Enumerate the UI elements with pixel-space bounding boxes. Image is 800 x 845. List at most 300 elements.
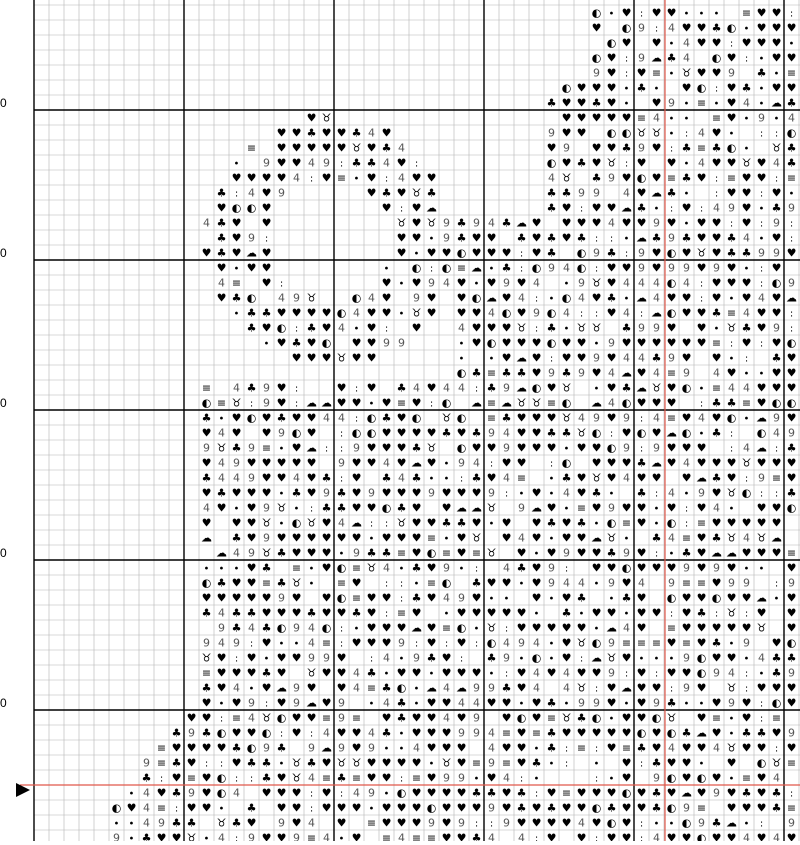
stitch-symbol: ♥ (696, 711, 707, 725)
stitch-symbol: • (383, 788, 390, 800)
stitch-symbol: ♥ (726, 831, 737, 841)
stitch-symbol: : (339, 788, 344, 800)
stitch-symbol: ♥ (606, 381, 617, 395)
stitch-symbol: ♣ (771, 351, 782, 365)
stitch-symbol: ☁ (651, 306, 662, 320)
stitch-symbol: 9 (653, 771, 660, 785)
stitch-symbol: 9 (788, 726, 795, 740)
stitch-symbol: ♥ (636, 216, 647, 230)
stitch-symbol: ♥ (756, 6, 767, 20)
stitch-symbol: • (338, 548, 345, 560)
stitch-symbol: : (699, 398, 704, 410)
stitch-symbol: ♥ (786, 606, 797, 620)
stitch-symbol: ♥ (636, 336, 647, 350)
stitch-symbol: ♥ (456, 756, 467, 770)
stitch-symbol: ♥ (456, 291, 467, 305)
stitch-symbol: : (399, 203, 404, 215)
stitch-symbol: ♥ (711, 696, 722, 710)
stitch-symbol: ♥ (306, 681, 317, 695)
stitch-symbol: ♥ (546, 381, 557, 395)
stitch-symbol: ♥ (426, 306, 437, 320)
stitch-symbol: ◐ (321, 621, 332, 635)
stitch-symbol: ♥ (426, 696, 437, 710)
stitch-symbol: ♣ (621, 591, 632, 605)
stitch-symbol: ♥ (171, 831, 182, 841)
stitch-symbol: 9 (608, 501, 615, 515)
stitch-symbol: ≡ (351, 591, 362, 605)
stitch-symbol: 4 (488, 726, 495, 740)
stitch-symbol: ♥ (591, 156, 602, 170)
stitch-symbol: 4 (683, 51, 690, 65)
stitch-symbol: ◐ (666, 276, 677, 290)
stitch-symbol: 9 (638, 21, 645, 35)
stitch-symbol: ♥ (441, 816, 452, 830)
stitch-symbol: ♥ (441, 666, 452, 680)
stitch-symbol: ♥ (411, 426, 422, 440)
stitch-symbol: ♥ (351, 831, 362, 841)
stitch-symbol: • (368, 698, 375, 710)
stitch-symbol: 9 (323, 156, 330, 170)
stitch-symbol: 9 (398, 336, 405, 350)
stitch-symbol: ♥ (741, 741, 752, 755)
stitch-symbol: ♥ (576, 471, 587, 485)
stitch-symbol: ☁ (321, 396, 332, 410)
stitch-symbol: • (488, 668, 495, 680)
stitch-symbol: ♥ (606, 471, 617, 485)
stitch-symbol: : (624, 68, 629, 80)
stitch-symbol: • (653, 203, 660, 215)
stitch-symbol: ♥ (366, 336, 377, 350)
stitch-symbol: 4 (503, 561, 510, 575)
stitch-symbol: : (729, 218, 734, 230)
stitch-symbol: ♥ (726, 621, 737, 635)
stitch-symbol: • (668, 128, 675, 140)
stitch-symbol: ♥ (231, 486, 242, 500)
stitch-symbol: 9 (263, 741, 270, 755)
stitch-symbol: ♥ (741, 696, 752, 710)
stitch-symbol: 9 (443, 231, 450, 245)
stitch-symbol: ♥ (231, 666, 242, 680)
stitch-symbol: ♣ (606, 546, 617, 560)
stitch-symbol: : (564, 743, 569, 755)
stitch-symbol: • (548, 593, 555, 605)
stitch-symbol: ♣ (231, 621, 242, 635)
stitch-symbol: ♥ (726, 81, 737, 95)
stitch-symbol: ♥ (486, 696, 497, 710)
stitch-symbol: 4 (503, 771, 510, 785)
stitch-symbol: ♥ (396, 441, 407, 455)
stitch-symbol: ♥ (366, 306, 377, 320)
stitch-symbol: ♥ (606, 681, 617, 695)
stitch-symbol: ♣ (276, 546, 287, 560)
stitch-symbol: ◐ (726, 141, 737, 155)
stitch-symbol: ♣ (501, 681, 512, 695)
stitch-symbol: ♥ (741, 216, 752, 230)
stitch-symbol: 4 (338, 516, 345, 530)
stitch-symbol: 9 (293, 291, 300, 305)
stitch-symbol: ◐ (411, 261, 422, 275)
stitch-symbol: ♥ (666, 666, 677, 680)
stitch-symbol: ♉ (576, 681, 587, 695)
stitch-symbol: • (758, 563, 765, 575)
stitch-symbol: ♥ (576, 531, 587, 545)
stitch-symbol: ♣ (546, 201, 557, 215)
stitch-symbol: ♉ (726, 531, 737, 545)
stitch-symbol: ♥ (411, 726, 422, 740)
stitch-symbol: ♥ (156, 786, 167, 800)
stitch-symbol: ♥ (681, 291, 692, 305)
stitch-symbol: ♣ (231, 816, 242, 830)
stitch-symbol: ♣ (501, 366, 512, 380)
stitch-symbol: ♥ (261, 216, 272, 230)
stitch-symbol: • (248, 683, 255, 695)
stitch-symbol: ♥ (576, 441, 587, 455)
stitch-symbol: ♥ (321, 801, 332, 815)
stitch-symbol: ♥ (726, 186, 737, 200)
stitch-symbol: ☁ (651, 456, 662, 470)
stitch-symbol: ♥ (711, 246, 722, 260)
stitch-symbol: • (518, 488, 525, 500)
stitch-symbol: : (729, 443, 734, 455)
stitch-symbol: ♥ (711, 516, 722, 530)
stitch-symbol: ♥ (546, 666, 557, 680)
stitch-symbol: 4 (218, 831, 225, 841)
stitch-symbol: ♥ (216, 741, 227, 755)
stitch-symbol: ♣ (171, 756, 182, 770)
stitch-symbol: • (218, 563, 225, 575)
stitch-symbol: ♥ (561, 516, 572, 530)
stitch-symbol: ♥ (456, 786, 467, 800)
stitch-symbol: 9 (308, 741, 315, 755)
stitch-symbol: ♥ (321, 141, 332, 155)
stitch-symbol: : (159, 773, 164, 785)
stitch-symbol: ♥ (726, 96, 737, 110)
stitch-symbol: ♣ (246, 381, 257, 395)
stitch-symbol: ♣ (786, 486, 797, 500)
stitch-symbol: 9 (638, 321, 645, 335)
stitch-symbol: 9 (308, 651, 315, 665)
stitch-symbol: ♥ (381, 201, 392, 215)
stitch-symbol: ♥ (711, 726, 722, 740)
stitch-symbol: ≡ (546, 711, 557, 725)
stitch-symbol: ♥ (426, 516, 437, 530)
stitch-symbol: ♥ (621, 501, 632, 515)
stitch-symbol: • (773, 113, 780, 125)
stitch-symbol: ♣ (351, 156, 362, 170)
stitch-symbol: 9 (338, 696, 345, 710)
stitch-symbol: • (758, 203, 765, 215)
stitch-symbol: ♣ (261, 771, 272, 785)
stitch-symbol: ◐ (441, 576, 452, 590)
stitch-symbol: ♣ (306, 321, 317, 335)
stitch-symbol: ♥ (636, 561, 647, 575)
stitch-symbol: ♥ (771, 501, 782, 515)
stitch-symbol: • (698, 8, 705, 20)
stitch-symbol: 9 (263, 156, 270, 170)
stitch-symbol: ◐ (681, 816, 692, 830)
stitch-symbol: ♣ (636, 741, 647, 755)
stitch-symbol: 9 (608, 636, 615, 650)
stitch-symbol: ◐ (666, 801, 677, 815)
stitch-symbol: ♣ (471, 576, 482, 590)
stitch-symbol: • (743, 413, 750, 425)
stitch-symbol: ◐ (591, 801, 602, 815)
stitch-symbol: ☁ (651, 51, 662, 65)
stitch-symbol: ♥ (696, 531, 707, 545)
stitch-symbol: ♥ (306, 411, 317, 425)
stitch-symbol: ♥ (546, 831, 557, 841)
stitch-symbol: 9 (578, 186, 585, 200)
stitch-symbol: ♥ (246, 561, 257, 575)
stitch-symbol: • (563, 278, 570, 290)
stitch-symbol: ♥ (246, 531, 257, 545)
stitch-symbol: ♥ (231, 516, 242, 530)
stitch-symbol: ♥ (336, 816, 347, 830)
stitch-symbol: ☁ (516, 351, 527, 365)
stitch-symbol: • (683, 218, 690, 230)
stitch-symbol: ♥ (786, 366, 797, 380)
stitch-symbol: 4 (308, 771, 315, 785)
stitch-symbol: 4 (563, 681, 570, 695)
stitch-symbol: ♥ (291, 306, 302, 320)
stitch-symbol: ≡ (636, 636, 647, 650)
stitch-symbol: ♥ (681, 471, 692, 485)
stitch-symbol: ♥ (711, 231, 722, 245)
stitch-symbol: ♥ (306, 531, 317, 545)
stitch-symbol: 9 (638, 51, 645, 65)
stitch-symbol: ♥ (561, 801, 572, 815)
stitch-symbol: : (684, 128, 689, 140)
stitch-symbol: • (413, 698, 420, 710)
stitch-symbol: ◐ (666, 246, 677, 260)
stitch-symbol: ♉ (336, 756, 347, 770)
stitch-symbol: ♥ (516, 681, 527, 695)
row-label-2: 0 (0, 246, 7, 260)
stitch-symbol: ≡ (426, 531, 437, 545)
stitch-symbol: ♥ (561, 591, 572, 605)
stitch-symbol: ☁ (411, 621, 422, 635)
stitch-symbol: ♉ (576, 321, 587, 335)
stitch-symbol: : (759, 338, 764, 350)
stitch-symbol: 9 (593, 411, 600, 425)
stitch-symbol: ♥ (531, 531, 542, 545)
stitch-symbol: ♥ (711, 276, 722, 290)
stitch-symbol: : (234, 653, 239, 665)
stitch-symbol: 9 (278, 426, 285, 440)
stitch-symbol: : (294, 398, 299, 410)
stitch-symbol: • (698, 428, 705, 440)
stitch-symbol: ♥ (531, 696, 542, 710)
stitch-symbol: ♥ (591, 141, 602, 155)
stitch-symbol: ♥ (396, 156, 407, 170)
stitch-symbol: ♥ (621, 6, 632, 20)
stitch-symbol: : (624, 53, 629, 65)
stitch-symbol: 9 (698, 816, 705, 830)
stitch-symbol: 9 (338, 741, 345, 755)
stitch-symbol: ≡ (321, 711, 332, 725)
stitch-symbol: 4 (533, 666, 540, 680)
stitch-symbol: ◐ (216, 786, 227, 800)
stitch-symbol: 4 (503, 426, 510, 440)
stitch-symbol: : (234, 188, 239, 200)
stitch-symbol: ♥ (696, 501, 707, 515)
stitch-symbol: 4 (788, 111, 795, 125)
stitch-symbol: 4 (668, 21, 675, 35)
stitch-symbol: 9 (608, 576, 615, 590)
stitch-symbol: 4 (668, 741, 675, 755)
stitch-symbol: 9 (788, 426, 795, 440)
stitch-symbol: ♥ (246, 816, 257, 830)
stitch-symbol: • (653, 518, 660, 530)
stitch-symbol: ♣ (216, 186, 227, 200)
stitch-symbol: • (443, 533, 450, 545)
stitch-symbol: ♉ (651, 381, 662, 395)
stitch-symbol: ♥ (321, 126, 332, 140)
stitch-symbol: ♥ (366, 591, 377, 605)
stitch-symbol: : (339, 428, 344, 440)
stitch-symbol: ♥ (711, 351, 722, 365)
stitch-symbol: ☁ (246, 246, 257, 260)
stitch-symbol: ♥ (231, 696, 242, 710)
stitch-symbol: ♥ (276, 831, 287, 841)
stitch-symbol: ♥ (591, 201, 602, 215)
stitch-symbol: ♥ (531, 426, 542, 440)
stitch-symbol: ♥ (741, 711, 752, 725)
stitch-symbol: ♥ (216, 501, 227, 515)
stitch-symbol: ♥ (201, 741, 212, 755)
stitch-symbol: ♣ (561, 426, 572, 440)
stitch-symbol: ♥ (651, 96, 662, 110)
stitch-symbol: • (128, 833, 135, 841)
stitch-symbol: ♣ (321, 471, 332, 485)
stitch-symbol: ≡ (396, 606, 407, 620)
stitch-symbol: ◐ (606, 36, 617, 50)
stitch-symbol: 9 (758, 471, 765, 485)
stitch-symbol: ≡ (471, 756, 482, 770)
stitch-symbol: 9 (668, 576, 675, 590)
stitch-symbol: ≡ (696, 516, 707, 530)
stitch-symbol: : (384, 608, 389, 620)
stitch-symbol: ◐ (771, 696, 782, 710)
stitch-symbol: 9 (263, 531, 270, 545)
stitch-symbol: • (398, 653, 405, 665)
stitch-symbol: ♥ (621, 576, 632, 590)
stitch-symbol: ♥ (606, 786, 617, 800)
stitch-symbol: ♥ (516, 621, 527, 635)
stitch-symbol: 4 (683, 36, 690, 50)
stitch-symbol: 4 (398, 471, 405, 485)
stitch-symbol: ◐ (696, 831, 707, 841)
stitch-symbol: • (548, 473, 555, 485)
stitch-symbol: ♥ (666, 381, 677, 395)
stitch-symbol: 9 (488, 756, 495, 770)
stitch-symbol: ♣ (261, 306, 272, 320)
stitch-symbol: ◐ (201, 396, 212, 410)
stitch-symbol: ♥ (261, 321, 272, 335)
stitch-symbol: ♣ (546, 696, 557, 710)
stitch-symbol: ♥ (336, 396, 347, 410)
stitch-symbol: ♥ (741, 201, 752, 215)
stitch-symbol: 4 (143, 801, 150, 815)
stitch-symbol: 4 (728, 666, 735, 680)
stitch-symbol: ♥ (681, 201, 692, 215)
stitch-symbol: 9 (503, 651, 510, 665)
stitch-symbol: ♥ (591, 501, 602, 515)
stitch-symbol: ♥ (546, 786, 557, 800)
stitch-symbol: ♥ (231, 576, 242, 590)
stitch-symbol: ♥ (711, 66, 722, 80)
stitch-symbol: ♥ (276, 606, 287, 620)
stitch-symbol: ♥ (561, 111, 572, 125)
stitch-symbol: ♥ (681, 756, 692, 770)
stitch-symbol: ♥ (606, 66, 617, 80)
stitch-symbol: ♥ (696, 171, 707, 185)
stitch-symbol: ♣ (201, 411, 212, 425)
stitch-symbol: ◐ (696, 651, 707, 665)
stitch-symbol: ◐ (336, 561, 347, 575)
stitch-symbol: : (549, 458, 554, 470)
stitch-symbol: : (714, 173, 719, 185)
stitch-symbol: ♥ (516, 276, 527, 290)
stitch-symbol: • (533, 548, 540, 560)
stitch-symbol: 4 (698, 411, 705, 425)
stitch-symbol: ◐ (276, 321, 287, 335)
stitch-symbol: ♉ (561, 711, 572, 725)
stitch-symbol: ♉ (771, 756, 782, 770)
stitch-symbol: ◐ (756, 426, 767, 440)
stitch-symbol: ♥ (651, 396, 662, 410)
stitch-symbol: ♥ (351, 456, 362, 470)
stitch-symbol: ♉ (291, 576, 302, 590)
stitch-symbol: 4 (653, 366, 660, 380)
stitch-symbol: • (503, 593, 510, 605)
stitch-symbol: • (698, 758, 705, 770)
stitch-symbol: 9 (773, 216, 780, 230)
stitch-symbol: ♥ (171, 771, 182, 785)
stitch-symbol: ≡ (531, 726, 542, 740)
stitch-symbol: ≡ (501, 756, 512, 770)
stitch-symbol: ≡ (621, 741, 632, 755)
stitch-symbol: • (743, 368, 750, 380)
stitch-symbol: : (639, 308, 644, 320)
stitch-symbol: ♥ (576, 666, 587, 680)
stitch-symbol: ♣ (381, 726, 392, 740)
stitch-symbol: 9 (653, 321, 660, 335)
stitch-symbol: ♥ (531, 516, 542, 530)
stitch-symbol: : (594, 833, 599, 841)
stitch-symbol: ♥ (486, 321, 497, 335)
stitch-symbol: ♥ (321, 561, 332, 575)
stitch-symbol: 9 (518, 636, 525, 650)
stitch-symbol: : (384, 173, 389, 185)
stitch-symbol: ♥ (786, 621, 797, 635)
stitch-symbol: 4 (383, 696, 390, 710)
stitch-symbol: • (743, 143, 750, 155)
stitch-symbol: ◐ (606, 516, 617, 530)
stitch-symbol: 4 (308, 636, 315, 650)
stitch-symbol: ♣ (261, 756, 272, 770)
stitch-symbol: ♥ (306, 336, 317, 350)
stitch-symbol: ♥ (576, 726, 587, 740)
stitch-symbol: : (609, 428, 614, 440)
stitch-symbol: ≡ (711, 336, 722, 350)
stitch-symbol: ♥ (201, 426, 212, 440)
stitch-symbol: ♥ (741, 591, 752, 605)
stitch-symbol: 9 (773, 321, 780, 335)
stitch-symbol: ♥ (201, 801, 212, 815)
stitch-symbol: ♥ (591, 366, 602, 380)
stitch-symbol: ♣ (246, 606, 257, 620)
